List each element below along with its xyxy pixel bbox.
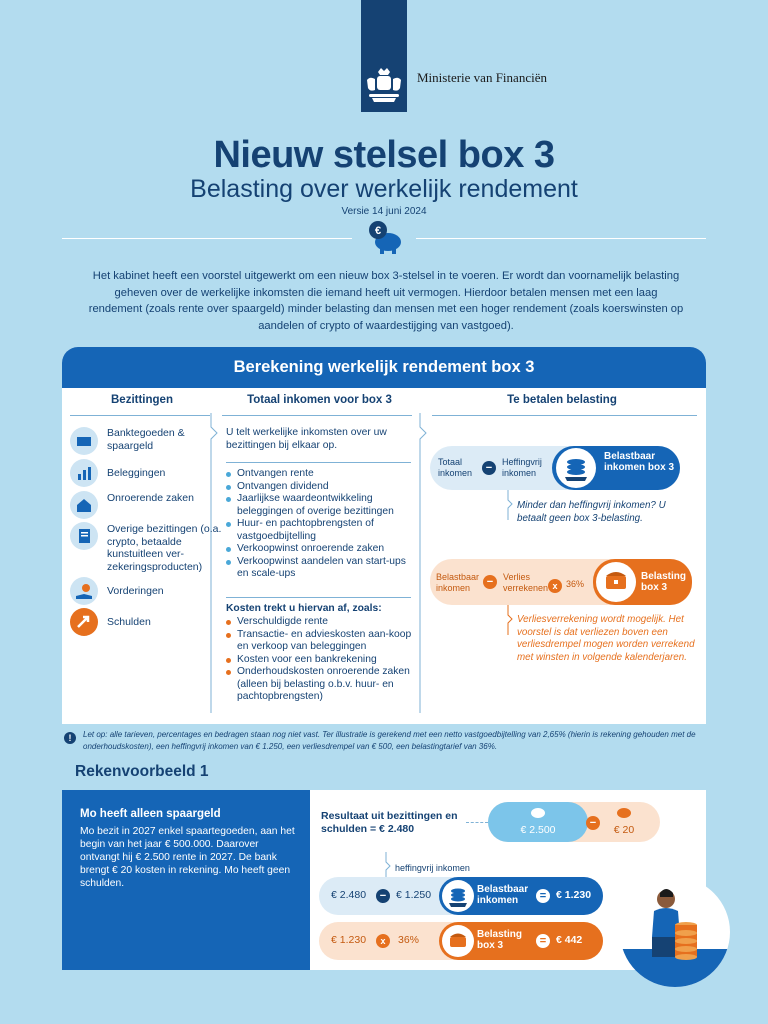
debt-arrow-icon [70,608,98,636]
info-warning-icon: ! [64,732,76,744]
taxable-income-result: Belastbaar inkomen = € 1.230 [439,877,603,915]
connector [380,852,392,880]
investments-icon [70,459,98,487]
box3-tax-result: Belasting box 3 = € 442 [439,922,603,960]
page-title: Nieuw stelsel box 3 [213,134,555,176]
calculation-heading: Berekening werkelijk rendement box 3 [62,347,706,388]
piggy-bank-icon [616,805,632,819]
coins-stack-icon [556,448,596,488]
taxable-income-result: Belastbaar inkomen box 3 [552,446,680,490]
person-with-coins-illustration [620,877,730,987]
example-title: Rekenvoorbeeld 1 [75,763,209,780]
column-rule [70,415,210,416]
cost-heading: Kosten trekt u hiervan af, zoals: [226,603,382,614]
document-icon [70,522,98,550]
coins-stack-icon [442,880,474,912]
list-item: Kosten voor een bankrekening [226,654,416,666]
minus-operator: − [483,575,497,589]
treasure-chest-icon [442,925,474,957]
royal-crest-icon [364,66,404,109]
list-item: Verkoopwinst aandelen van start-ups en scale-ups [226,556,411,580]
list-item: Verschuldigde rente [226,616,416,628]
multiply-operator: x [376,934,390,948]
multiply-operator: x [548,579,562,593]
example-case-text: Mo bezit in 2027 enkel spaartegoeden, aan het begin van het jaar € 500.000. Daarover ontvangt hij € 2.500 rente in 2027. De bank brengt € 20 kosten in rekening. Mo heeft geen schulden. [80,826,295,889]
note-loss-offset: Verliesverrekening wordt mogelijk. Het voorstel is dat verliezen boven een verliesdrempel mogen worden verrekend met winsten in volgende kalenderjaren. [517,614,695,663]
list-item: Transactie- en advieskosten aan-koop en verkoop van beleggingen [226,629,416,653]
column-rule [222,415,412,416]
ministry-name: Ministerie van Financiën [417,70,547,85]
calculation-card: Berekening werkelijk rendement box 3 Bezittingen Totaal inkomen voor box 3 Te betalen belasting Banktegoeden & spaargeld Beleggingen Onroerende zaken Overige bezittingen (o.a. crypto, betaalde kunstuitleen ver-zekeringsproducten) Vorderingen Schulden U telt werkelijke inkomsten over uw bezittingen bij elkaar op. Ontvangen rente Ontvangen dividend Jaarlijkse waardeontwikkeling beleggingen of overige bezittingen Huur- en pachtopbrengsten of vastgoedbijtelling Verkoopwinst onroerende zaken Verkoopwinst aandelen van start-ups en scale-ups Kosten trekt u hiervan af, zoals: Verschuldigde rente Transactie- en advieskosten aan-koop en verkoop van beleggingen Kosten voor een bankrekening Onderhoudskosten onroerende zaken (alleen bij belasting o.b.v. huur- en pachtopbrengsten) Totaal inkomen − Heffingvrij inkomen Belastbaar inkomen box 3 Minder dan heffingvrij inkomen? U betaalt geen box 3-belasting. Belastbaar inkomen − Verlies verrekenen x 36% Belasting box 3 Verliesverrekening wordt mogelijk. Het voorstel is dat verliezen boven een verliesdrempel mogen worden verrekend met winsten in volgende kalenderjaren. [62,347,706,724]
income-list [226,468,411,581]
divider [226,597,411,598]
list-item: Huur- en pachtopbrengsten of vastgoedbijtelling [226,518,411,542]
connector [502,605,514,635]
divider-right [416,238,706,239]
cost-list [226,616,416,703]
interest-minus-costs: € 2.500 − € 20 [488,802,660,842]
page-subtitle: Belasting over werkelijk rendement [190,175,578,203]
column-tax-heading: Te betalen belasting [507,394,617,406]
piggy-bank-icon [530,805,546,819]
example-result-label: Resultaat uit bezittingen en schulden = € 2.480 [321,810,458,835]
column-income-heading: Totaal inkomen voor box 3 [247,394,392,406]
divider [226,462,411,463]
equals-operator: = [536,889,550,903]
equals-operator: = [536,934,550,948]
house-icon [70,491,98,519]
column-assets-heading: Bezittingen [111,394,173,406]
version-date: Versie 14 juni 2024 [341,206,427,217]
list-item: Verkoopwinst onroerende zaken [226,543,411,555]
list-item: Ontvangen dividend [226,481,411,493]
connector [502,490,514,520]
dashed-connector [466,822,488,823]
minus-operator: − [586,816,600,830]
piggy-bank-euro-icon [366,218,404,261]
box3-tax-result: Belasting box 3 [593,559,692,605]
treasure-chest-icon [596,562,636,602]
taxable-income-formula: Totaal inkomen − Heffingvrij inkomen Belastbaar inkomen box 3 [430,446,680,490]
intro-text: Het kabinet heeft een voorstel uitgewerkt om een nieuw box 3-stelsel in te voeren. Er wordt dan voornamelijk belasting geheven over de werkelijke inkomsten die iemand heeft uit vermogen. Hierdoor betalen mensen met een laag rendement (zoals rente over spaargeld) minder belasting dan mensen met een hoger rendement (zoals koerswinsten op aandelen of crypto of waardestijging van vastgoed). [88,270,684,332]
minus-operator: − [376,889,390,903]
column-separator-chevron [419,413,431,713]
example-box3-tax: € 1.230 x 36% Belasting box 3 = € 442 [319,922,603,960]
income-intro: U telt werkelijke inkomsten over uw bezittingen bij elkaar op. [226,427,387,451]
minus-operator: − [482,461,496,475]
example-taxable-income: € 2.480 − € 1.250 Belastbaar inkomen = € 1.230 [319,877,603,915]
list-item: Onderhoudskosten onroerende zaken (alleen bij belasting o.b.v. huur- en pachtopbrengsten) [226,666,416,703]
footnote: Let op: alle tarieven, percentages en bedragen staan nog niet vast. Ter illustratie is gerekend met een netto vastgoedbijtelling van 2,65% (hierin is rekening gehouden met de onderhoudskosten), een heffingvrij inkomen van € 1.250, een verliesdrempel van € 500, een belastingtarief van 36%. [83,730,696,751]
list-item: Ontvangen rente [226,468,411,480]
allowance-label: heffingvrij inkomen [395,863,470,873]
divider-left [62,238,352,239]
note-no-tax: Minder dan heffingvrij inkomen? U betaalt geen box 3-belasting. [517,500,666,524]
bank-notes-icon [70,427,98,455]
box3-tax-formula: Belastbaar inkomen − Verlies verrekenen x 36% Belasting box 3 [430,559,692,605]
list-item: Jaarlijkse waardeontwikkeling beleggingen of overige bezittingen [226,493,411,517]
svg-text:€: € [374,225,382,237]
interest-pill: € 2.500 [488,802,588,842]
hand-coin-icon [70,577,98,605]
example-case-title: Mo heeft alleen spaargeld [80,808,221,820]
column-rule [432,415,697,416]
example-case-panel [62,790,310,970]
